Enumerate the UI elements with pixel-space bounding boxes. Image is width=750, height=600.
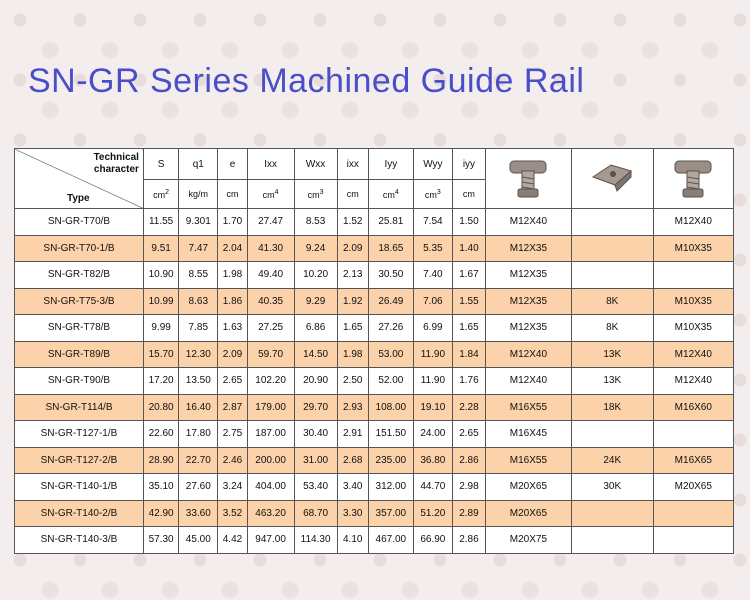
value-cell: 19.10 bbox=[413, 394, 452, 421]
bolt2-cell bbox=[653, 527, 733, 554]
bolt2-cell: M16X60 bbox=[653, 394, 733, 421]
type-cell: SN-GR-T127-2/B bbox=[15, 447, 144, 474]
value-cell: 36.80 bbox=[413, 447, 452, 474]
value-cell: 18.65 bbox=[368, 235, 413, 262]
bolt2-cell: M10X35 bbox=[653, 288, 733, 315]
value-cell: 1.67 bbox=[452, 262, 485, 289]
unit-base: cm bbox=[382, 189, 395, 200]
value-cell: 44.70 bbox=[413, 474, 452, 501]
value-cell: 2.89 bbox=[452, 500, 485, 527]
clip-cell bbox=[571, 235, 653, 262]
table-row bbox=[15, 288, 734, 315]
t-head-bolt-icon bbox=[500, 153, 556, 201]
value-cell: 2.65 bbox=[218, 368, 247, 395]
value-cell: 27.25 bbox=[247, 315, 294, 342]
unit-base: cm bbox=[262, 189, 275, 200]
unit-base: cm bbox=[462, 189, 475, 199]
guide-rail-spec-table bbox=[14, 148, 734, 554]
unit-exponent: 3 bbox=[319, 188, 324, 196]
value-cell: 35.10 bbox=[143, 474, 178, 501]
technical-character-label bbox=[94, 152, 139, 176]
table-row bbox=[15, 209, 734, 236]
value-cell: 31.00 bbox=[294, 447, 337, 474]
value-cell: 3.52 bbox=[218, 500, 247, 527]
type-cell: SN-GR-T114/B bbox=[15, 394, 144, 421]
clip-icon bbox=[587, 159, 637, 195]
col-header-q1: q1 bbox=[179, 149, 218, 180]
value-cell: 463.20 bbox=[247, 500, 294, 527]
bolt-cell: M12X35 bbox=[485, 288, 571, 315]
value-cell: 1.98 bbox=[337, 341, 368, 368]
value-cell: 49.40 bbox=[247, 262, 294, 289]
value-cell: 16.40 bbox=[179, 394, 218, 421]
unit-base: cm bbox=[153, 189, 166, 200]
header-row bbox=[15, 149, 734, 180]
header-corner-cell bbox=[15, 149, 144, 209]
bolt2-cell bbox=[653, 500, 733, 527]
value-cell: 1.55 bbox=[452, 288, 485, 315]
unit-base: cm bbox=[424, 189, 437, 200]
value-cell: 2.93 bbox=[337, 394, 368, 421]
value-cell: 17.80 bbox=[179, 421, 218, 448]
unit-cell bbox=[413, 180, 452, 209]
value-cell: 5.35 bbox=[413, 235, 452, 262]
type-cell: SN-GR-T78/B bbox=[15, 315, 144, 342]
bolt-cell: M12X40 bbox=[485, 341, 571, 368]
value-cell: 3.40 bbox=[337, 474, 368, 501]
bolt2-icon-header bbox=[653, 149, 733, 209]
value-cell: 2.09 bbox=[218, 341, 247, 368]
unit-cell bbox=[247, 180, 294, 209]
unit-exponent: 4 bbox=[394, 188, 399, 196]
col-header-ixx: Ixx bbox=[247, 149, 294, 180]
value-cell: 24.00 bbox=[413, 421, 452, 448]
value-cell: 29.70 bbox=[294, 394, 337, 421]
value-cell: 22.70 bbox=[179, 447, 218, 474]
value-cell: 1.65 bbox=[452, 315, 485, 342]
bolt2-cell bbox=[653, 262, 733, 289]
value-cell: 114.30 bbox=[294, 527, 337, 554]
value-cell: 2.65 bbox=[452, 421, 485, 448]
table-row bbox=[15, 235, 734, 262]
unit-cell bbox=[218, 180, 247, 209]
value-cell: 20.80 bbox=[143, 394, 178, 421]
clip-cell bbox=[571, 262, 653, 289]
clip-icon-header bbox=[571, 149, 653, 209]
unit-base: cm bbox=[307, 189, 320, 200]
value-cell: 9.29 bbox=[294, 288, 337, 315]
value-cell: 40.35 bbox=[247, 288, 294, 315]
unit-base: kg/m bbox=[188, 189, 209, 199]
value-cell: 1.63 bbox=[218, 315, 247, 342]
table-row bbox=[15, 341, 734, 368]
bolt-cell: M12X35 bbox=[485, 315, 571, 342]
value-cell: 2.50 bbox=[337, 368, 368, 395]
value-cell: 12.30 bbox=[179, 341, 218, 368]
value-cell: 2.91 bbox=[337, 421, 368, 448]
value-cell: 13.50 bbox=[179, 368, 218, 395]
value-cell: 25.81 bbox=[368, 209, 413, 236]
value-cell: 2.86 bbox=[452, 447, 485, 474]
type-cell: SN-GR-T90/B bbox=[15, 368, 144, 395]
value-cell: 2.13 bbox=[337, 262, 368, 289]
value-cell: 1.52 bbox=[337, 209, 368, 236]
value-cell: 7.47 bbox=[179, 235, 218, 262]
value-cell: 22.60 bbox=[143, 421, 178, 448]
clip-cell: 30K bbox=[571, 474, 653, 501]
unit-exponent: 2 bbox=[165, 188, 170, 196]
value-cell: 28.90 bbox=[143, 447, 178, 474]
clip-cell bbox=[571, 527, 653, 554]
table-row bbox=[15, 500, 734, 527]
value-cell: 102.20 bbox=[247, 368, 294, 395]
unit-cell bbox=[143, 180, 178, 209]
value-cell: 2.75 bbox=[218, 421, 247, 448]
character-label: character bbox=[93, 164, 139, 175]
value-cell: 27.60 bbox=[179, 474, 218, 501]
value-cell: 53.00 bbox=[368, 341, 413, 368]
unit-exponent: 3 bbox=[436, 188, 441, 196]
value-cell: 2.09 bbox=[337, 235, 368, 262]
value-cell: 1.84 bbox=[452, 341, 485, 368]
col-header-iyy-radius: iyy bbox=[452, 149, 485, 180]
value-cell: 11.90 bbox=[413, 368, 452, 395]
value-cell: 59.70 bbox=[247, 341, 294, 368]
bolt-cell: M12X40 bbox=[485, 368, 571, 395]
value-cell: 3.24 bbox=[218, 474, 247, 501]
type-cell: SN-GR-T70/B bbox=[15, 209, 144, 236]
value-cell: 3.30 bbox=[337, 500, 368, 527]
value-cell: 1.70 bbox=[218, 209, 247, 236]
table-row bbox=[15, 262, 734, 289]
value-cell: 7.06 bbox=[413, 288, 452, 315]
technical-label: Technical bbox=[93, 152, 139, 163]
bolt-cell: M20X75 bbox=[485, 527, 571, 554]
value-cell: 45.00 bbox=[179, 527, 218, 554]
clip-cell bbox=[571, 500, 653, 527]
value-cell: 27.26 bbox=[368, 315, 413, 342]
value-cell: 2.04 bbox=[218, 235, 247, 262]
type-cell: SN-GR-T140-2/B bbox=[15, 500, 144, 527]
value-cell: 15.70 bbox=[143, 341, 178, 368]
value-cell: 51.20 bbox=[413, 500, 452, 527]
value-cell: 11.55 bbox=[143, 209, 178, 236]
value-cell: 8.55 bbox=[179, 262, 218, 289]
bolt-cell: M12X35 bbox=[485, 262, 571, 289]
value-cell: 404.00 bbox=[247, 474, 294, 501]
col-header-e: e bbox=[218, 149, 247, 180]
type-cell: SN-GR-T75-3/B bbox=[15, 288, 144, 315]
value-cell: 2.46 bbox=[218, 447, 247, 474]
bolt2-cell: M12X40 bbox=[653, 209, 733, 236]
bolt-cell: M16X55 bbox=[485, 447, 571, 474]
col-header-wxx: Wxx bbox=[294, 149, 337, 180]
value-cell: 4.10 bbox=[337, 527, 368, 554]
unit-cell bbox=[337, 180, 368, 209]
value-cell: 467.00 bbox=[368, 527, 413, 554]
value-cell: 2.86 bbox=[452, 527, 485, 554]
bolt-cell: M20X65 bbox=[485, 500, 571, 527]
value-cell: 8.53 bbox=[294, 209, 337, 236]
bolt2-cell: M12X40 bbox=[653, 368, 733, 395]
value-cell: 14.50 bbox=[294, 341, 337, 368]
value-cell: 312.00 bbox=[368, 474, 413, 501]
bolt-cell: M16X55 bbox=[485, 394, 571, 421]
value-cell: 33.60 bbox=[179, 500, 218, 527]
value-cell: 4.42 bbox=[218, 527, 247, 554]
type-cell: SN-GR-T70-1/B bbox=[15, 235, 144, 262]
unit-cell bbox=[179, 180, 218, 209]
value-cell: 187.00 bbox=[247, 421, 294, 448]
unit-base: cm bbox=[226, 189, 239, 199]
bolt-cell: M12X35 bbox=[485, 235, 571, 262]
bolt2-cell: M10X35 bbox=[653, 235, 733, 262]
clip-cell: 8K bbox=[571, 315, 653, 342]
value-cell: 10.90 bbox=[143, 262, 178, 289]
bolt2-cell: M10X35 bbox=[653, 315, 733, 342]
page-title: SN-GR Series Machined Guide Rail bbox=[28, 62, 585, 100]
value-cell: 41.30 bbox=[247, 235, 294, 262]
clip-cell: 13K bbox=[571, 368, 653, 395]
value-cell: 151.50 bbox=[368, 421, 413, 448]
value-cell: 42.90 bbox=[143, 500, 178, 527]
clip-cell bbox=[571, 209, 653, 236]
table-row bbox=[15, 474, 734, 501]
value-cell: 9.99 bbox=[143, 315, 178, 342]
clip-cell: 13K bbox=[571, 341, 653, 368]
value-cell: 11.90 bbox=[413, 341, 452, 368]
value-cell: 30.40 bbox=[294, 421, 337, 448]
type-cell: SN-GR-T140-1/B bbox=[15, 474, 144, 501]
value-cell: 1.76 bbox=[452, 368, 485, 395]
value-cell: 66.90 bbox=[413, 527, 452, 554]
value-cell: 1.40 bbox=[452, 235, 485, 262]
unit-exponent: 4 bbox=[274, 188, 279, 196]
value-cell: 7.40 bbox=[413, 262, 452, 289]
col-header-s: S bbox=[143, 149, 178, 180]
unit-cell bbox=[368, 180, 413, 209]
table-row bbox=[15, 315, 734, 342]
value-cell: 9.51 bbox=[143, 235, 178, 262]
table-row bbox=[15, 421, 734, 448]
bolt2-cell: M20X65 bbox=[653, 474, 733, 501]
value-cell: 8.63 bbox=[179, 288, 218, 315]
value-cell: 6.86 bbox=[294, 315, 337, 342]
value-cell: 9.24 bbox=[294, 235, 337, 262]
bolt-cell: M16X45 bbox=[485, 421, 571, 448]
value-cell: 1.65 bbox=[337, 315, 368, 342]
value-cell: 2.98 bbox=[452, 474, 485, 501]
value-cell: 1.98 bbox=[218, 262, 247, 289]
value-cell: 179.00 bbox=[247, 394, 294, 421]
value-cell: 27.47 bbox=[247, 209, 294, 236]
bolt-cell: M12X40 bbox=[485, 209, 571, 236]
value-cell: 68.70 bbox=[294, 500, 337, 527]
value-cell: 57.30 bbox=[143, 527, 178, 554]
value-cell: 20.90 bbox=[294, 368, 337, 395]
table-row bbox=[15, 527, 734, 554]
col-header-iyy: Iyy bbox=[368, 149, 413, 180]
value-cell: 26.49 bbox=[368, 288, 413, 315]
value-cell: 53.40 bbox=[294, 474, 337, 501]
value-cell: 235.00 bbox=[368, 447, 413, 474]
value-cell: 947.00 bbox=[247, 527, 294, 554]
unit-cell bbox=[294, 180, 337, 209]
value-cell: 7.85 bbox=[179, 315, 218, 342]
type-cell: SN-GR-T89/B bbox=[15, 341, 144, 368]
clip-cell: 24K bbox=[571, 447, 653, 474]
clip-cell: 18K bbox=[571, 394, 653, 421]
value-cell: 52.00 bbox=[368, 368, 413, 395]
type-cell: SN-GR-T140-3/B bbox=[15, 527, 144, 554]
bolt-cell: M20X65 bbox=[485, 474, 571, 501]
value-cell: 2.68 bbox=[337, 447, 368, 474]
value-cell: 30.50 bbox=[368, 262, 413, 289]
bolt2-cell: M16X65 bbox=[653, 447, 733, 474]
type-label: Type bbox=[67, 193, 90, 204]
bolt-icon-header bbox=[485, 149, 571, 209]
bolt2-cell bbox=[653, 421, 733, 448]
value-cell: 1.86 bbox=[218, 288, 247, 315]
value-cell: 2.87 bbox=[218, 394, 247, 421]
value-cell: 7.54 bbox=[413, 209, 452, 236]
clip-cell bbox=[571, 421, 653, 448]
col-header-wyy: Wyy bbox=[413, 149, 452, 180]
table-row bbox=[15, 368, 734, 395]
clip-cell: 8K bbox=[571, 288, 653, 315]
type-cell: SN-GR-T127-1/B bbox=[15, 421, 144, 448]
bolt2-cell: M12X40 bbox=[653, 341, 733, 368]
unit-cell bbox=[452, 180, 485, 209]
table-row bbox=[15, 394, 734, 421]
value-cell: 10.99 bbox=[143, 288, 178, 315]
value-cell: 6.99 bbox=[413, 315, 452, 342]
value-cell: 108.00 bbox=[368, 394, 413, 421]
value-cell: 10.20 bbox=[294, 262, 337, 289]
value-cell: 17.20 bbox=[143, 368, 178, 395]
value-cell: 357.00 bbox=[368, 500, 413, 527]
t-head-bolt-icon bbox=[665, 153, 721, 201]
value-cell: 1.50 bbox=[452, 209, 485, 236]
table-row bbox=[15, 447, 734, 474]
type-cell: SN-GR-T82/B bbox=[15, 262, 144, 289]
value-cell: 9.301 bbox=[179, 209, 218, 236]
col-header-ixx-radius: ixx bbox=[337, 149, 368, 180]
value-cell: 2.28 bbox=[452, 394, 485, 421]
unit-base: cm bbox=[346, 189, 359, 199]
value-cell: 200.00 bbox=[247, 447, 294, 474]
value-cell: 1.92 bbox=[337, 288, 368, 315]
